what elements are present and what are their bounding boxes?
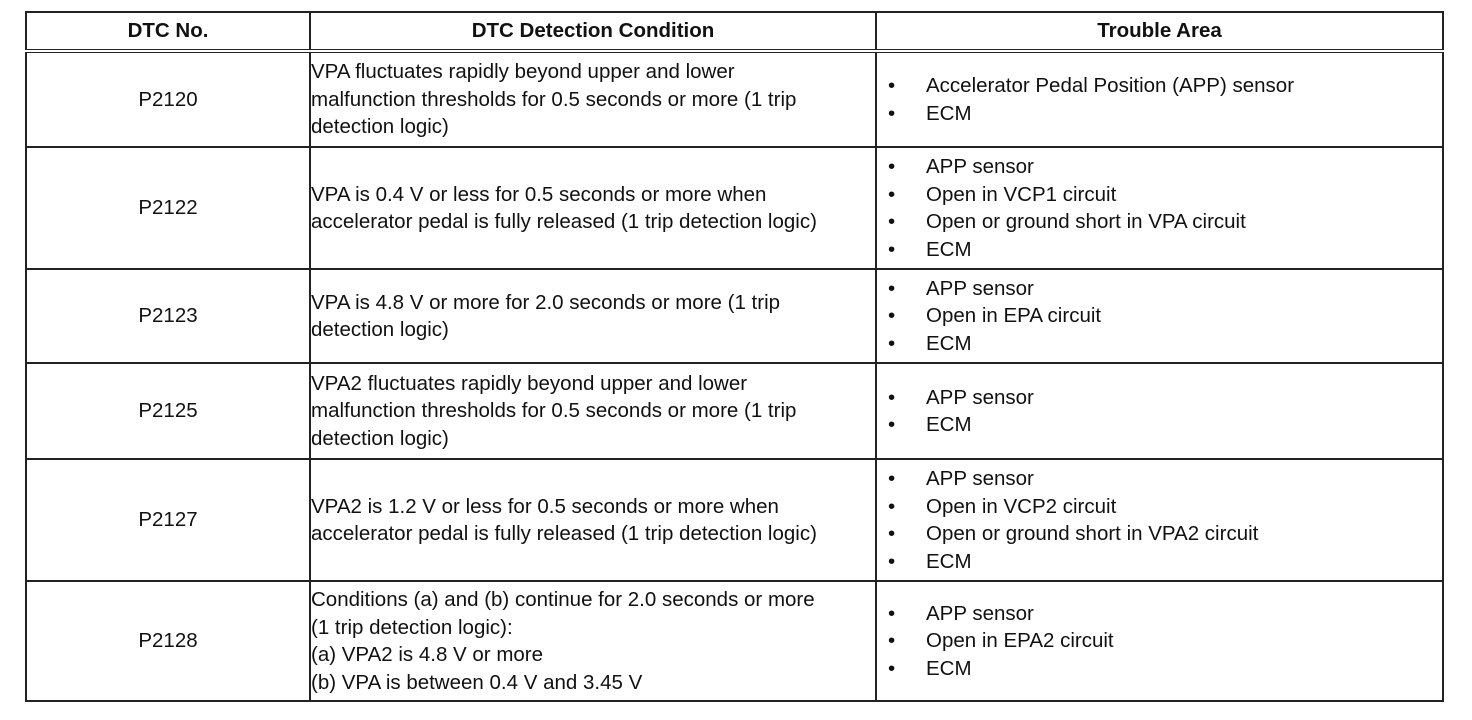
trouble-area-text: Open or ground short in VPA circuit	[926, 210, 1246, 233]
bullet-icon: •	[888, 601, 896, 625]
detection-condition	[310, 51, 876, 147]
trouble-area-text: Open or ground short in VPA2 circuit	[926, 522, 1259, 545]
bullet-icon: •	[888, 304, 896, 328]
bullet-icon: •	[888, 155, 896, 178]
trouble-area-item	[877, 275, 1442, 303]
condition-line: accelerator pedal is fully released (1 trip detection logic)	[311, 210, 817, 233]
condition-line: detection logic)	[311, 318, 449, 341]
bullet-icon: •	[888, 385, 896, 409]
table-row	[26, 363, 1443, 459]
trouble-area-item	[877, 548, 1442, 576]
condition-line: VPA2 fluctuates rapidly beyond upper and lower	[311, 371, 748, 395]
dtc-code: P2125	[26, 363, 310, 459]
table-row	[26, 581, 1443, 701]
trouble-area-item	[877, 655, 1442, 683]
trouble-area-item	[877, 302, 1442, 330]
bullet-icon: •	[888, 413, 896, 436]
bullet-icon: •	[888, 210, 896, 233]
trouble-area-list	[877, 384, 1442, 439]
bullet-icon: •	[888, 549, 896, 573]
trouble-area-text: ECM	[926, 549, 972, 573]
trouble-area-text: Open in EPA circuit	[926, 304, 1102, 328]
bullet-icon: •	[888, 522, 896, 545]
bullet-icon: •	[888, 629, 896, 653]
condition-line: VPA is 0.4 V or less for 0.5 seconds or more when	[311, 182, 767, 206]
bullet-icon: •	[888, 74, 896, 97]
dtc-table	[25, 11, 1444, 702]
table-row	[26, 269, 1443, 363]
condition-line: (1 trip detection logic):	[311, 615, 513, 639]
dtc-code: P2123	[26, 269, 310, 363]
bullet-icon: •	[888, 276, 896, 300]
trouble-area-list	[877, 465, 1442, 575]
trouble-area-text: APP sensor	[926, 155, 1034, 178]
trouble-area-item	[877, 100, 1442, 128]
trouble-area	[876, 581, 1443, 701]
trouble-area-text: ECM	[926, 413, 972, 436]
header-trouble-area: Trouble Area	[876, 12, 1443, 51]
detection-condition	[310, 269, 876, 363]
detection-condition	[310, 363, 876, 459]
condition-line: (a) VPA2 is 4.8 V or more	[311, 643, 544, 666]
condition-line: detection logic)	[311, 426, 449, 450]
trouble-area	[876, 51, 1443, 147]
trouble-area-item	[877, 627, 1442, 655]
dtc-code: P2127	[26, 459, 310, 581]
trouble-area-item	[877, 72, 1442, 100]
trouble-area-text: ECM	[926, 237, 972, 261]
bullet-icon: •	[888, 182, 896, 206]
bullet-icon: •	[888, 101, 896, 125]
bullet-icon: •	[888, 237, 896, 261]
header-detection-condition: DTC Detection Condition	[310, 12, 876, 51]
trouble-area-item	[877, 384, 1442, 412]
condition-line: malfunction thresholds for 0.5 seconds or more (1 trip	[311, 87, 797, 111]
trouble-area-text: APP sensor	[926, 601, 1034, 625]
trouble-area	[876, 147, 1443, 269]
trouble-area-item	[877, 181, 1442, 209]
table-row	[26, 147, 1443, 269]
condition-line: Conditions (a) and (b) continue for 2.0 seconds or more	[311, 588, 815, 611]
condition-line: VPA fluctuates rapidly beyond upper and lower	[311, 60, 735, 84]
table-row	[26, 459, 1443, 581]
table-body	[26, 51, 1443, 701]
condition-line: accelerator pedal is fully released (1 trip detection logic)	[311, 522, 817, 545]
trouble-area-text: Accelerator Pedal Position (APP) sensor	[926, 74, 1295, 97]
trouble-area-text: ECM	[926, 101, 972, 125]
header-dtc-no: DTC No.	[26, 12, 310, 51]
detection-condition	[310, 147, 876, 269]
condition-line: malfunction thresholds for 0.5 seconds or more (1 trip	[311, 399, 797, 423]
trouble-area-text: APP sensor	[926, 276, 1034, 300]
dtc-code: P2120	[26, 51, 310, 147]
trouble-area-item	[877, 153, 1442, 181]
trouble-area-item	[877, 411, 1442, 439]
trouble-area-item	[877, 208, 1442, 236]
trouble-area-text: Open in EPA2 circuit	[926, 629, 1114, 653]
trouble-area-list	[877, 72, 1442, 127]
trouble-area-list	[877, 275, 1442, 358]
dtc-code: P2128	[26, 581, 310, 701]
trouble-area-item	[877, 236, 1442, 264]
trouble-area-text: APP sensor	[926, 467, 1034, 490]
trouble-area-item	[877, 600, 1442, 628]
trouble-area-item	[877, 465, 1442, 493]
bullet-icon: •	[888, 494, 896, 518]
trouble-area-item	[877, 520, 1442, 548]
trouble-area-text: Open in VCP1 circuit	[926, 182, 1117, 206]
bullet-icon: •	[888, 331, 896, 355]
trouble-area-text: Open in VCP2 circuit	[926, 494, 1117, 518]
trouble-area	[876, 269, 1443, 363]
condition-line: (b) VPA is between 0.4 V and 3.45 V	[311, 670, 643, 694]
table-row	[26, 51, 1443, 147]
detection-condition	[310, 581, 876, 701]
condition-line: VPA is 4.8 V or more for 2.0 seconds or more (1 trip	[311, 290, 781, 314]
trouble-area	[876, 459, 1443, 581]
trouble-area-text: ECM	[926, 331, 972, 355]
bullet-icon: •	[888, 467, 896, 490]
condition-line: detection logic)	[311, 115, 449, 139]
trouble-area	[876, 363, 1443, 459]
dtc-code: P2122	[26, 147, 310, 269]
header-row	[26, 12, 1443, 51]
trouble-area-text: APP sensor	[926, 385, 1034, 409]
trouble-area-text: ECM	[926, 656, 972, 680]
detection-condition	[310, 459, 876, 581]
condition-line: VPA2 is 1.2 V or less for 0.5 seconds or more when	[311, 494, 779, 518]
trouble-area-item	[877, 330, 1442, 358]
bullet-icon: •	[888, 656, 896, 680]
trouble-area-list	[877, 600, 1442, 683]
trouble-area-item	[877, 493, 1442, 521]
trouble-area-list	[877, 153, 1442, 263]
